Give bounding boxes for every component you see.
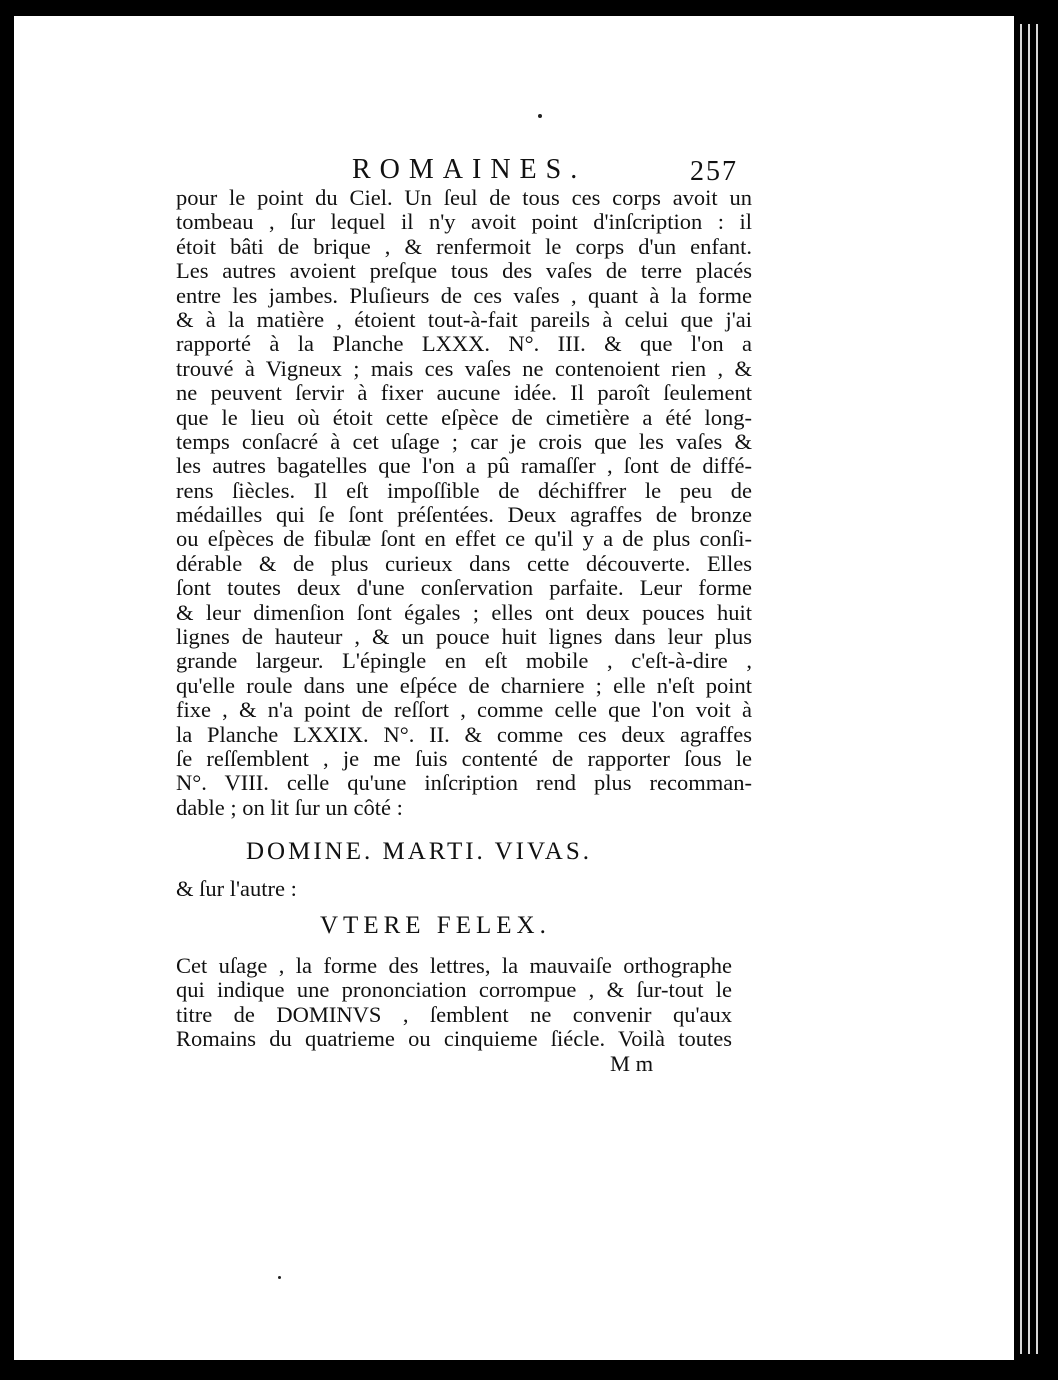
text-line: qui indique une prononciation corrompue , & ſur-tout le [176, 977, 732, 1003]
text-line: rapporté à la Planche LXXX. N°. III. & que l'on a [176, 331, 752, 357]
text-line: N°. VIII. celle qu'une inſcription rend plus recomman- [176, 770, 752, 796]
running-head: ROMAINES. [352, 154, 587, 185]
inscription-2: VTERE FELEX. [320, 912, 551, 939]
text-line: ſont toutes deux d'une conſervation parfaite. Leur forme [176, 575, 752, 601]
text-line: lignes de hauteur , & un pouce huit lignes dans leur plus [176, 624, 752, 650]
catchword: M m [610, 1051, 654, 1076]
text-line: que le lieu où étoit cette eſpèce de cimetière a été long- [176, 404, 752, 430]
text-line: & leur dimenſion ſont égales ; elles ont deux pouces huit [176, 599, 752, 625]
text-line: titre de DOMINVS , ſemblent ne convenir qu'aux [176, 1001, 732, 1027]
text-line: la Planche LXXIX. N°. II. & comme ces deux agraffes [176, 721, 752, 747]
text-line: dérable & de plus curieux dans cette découverte. Elles [176, 550, 752, 576]
text-line: rens ſiècles. Il eſt impoſſible de déchiffrer le peu de [176, 477, 752, 503]
text-line: ſe reſſemblent , je me ſuis contenté de rapporter ſous le [176, 745, 752, 771]
text-line: entre les jambes. Pluſieurs de ces vaſes , quant à la forme [176, 282, 752, 308]
page-number: 257 [690, 156, 738, 187]
page-edge-shadow [1014, 14, 1058, 1364]
text-line: qu'elle roule dans une eſpéce de charniere ; elle n'eſt point [176, 672, 752, 698]
text-line: ou eſpèces de fibulæ ſont en effet ce qu'il y a de plus conſi- [176, 526, 752, 552]
text-line: dable ; on lit ſur un côté : [176, 794, 403, 820]
ink-speck [538, 114, 542, 118]
page-edge-strip [1020, 24, 1022, 1354]
book-page [14, 16, 1014, 1360]
page-edge-strip [1036, 24, 1038, 1354]
text-line: grande largeur. L'épingle en eſt mobile , c'eſt-à-dire , [176, 648, 752, 674]
text-line: médailles qui ſe ſont préſentées. Deux agraffes de bronze [176, 502, 752, 528]
text-line: ne peuvent ſervir à fixer aucune idée. Il paroît ſeulement [176, 380, 752, 406]
text-line: Romains du quatrieme ou cinquieme ſiécle. Voilà toutes [176, 1026, 732, 1052]
text-line: trouvé à Vigneux ; mais ces vaſes ne contenoient rien , & [176, 355, 752, 381]
text-line: pour le point du Ciel. Un ſeul de tous ces corps avoit un [176, 185, 752, 210]
text-line: étoit bâti de brique , & renfermoit le corps d'un enfant. [176, 233, 752, 259]
body-paragraph-1 [176, 186, 752, 820]
text-line: tombeau , ſur lequel il n'y avoit point d'inſcription : il [176, 209, 752, 235]
text-line: les autres bagatelles que l'on a pû ramaſſer , ſont de diffé- [176, 453, 752, 479]
connector-line: & ſur l'autre : [176, 876, 297, 901]
text-line: Cet uſage , la forme des lettres, la mauvaiſe orthographe [176, 953, 732, 978]
ink-speck [278, 1276, 281, 1279]
text-line: temps conſacré à cet uſage ; car je crois que les vaſes & [176, 428, 752, 454]
body-paragraph-2 [176, 954, 732, 1052]
text-line: Les autres avoient preſque tous des vaſes de terre placés [176, 258, 752, 284]
text-line: fixe , & n'a point de reſſort , comme celle que l'on voit à [176, 697, 752, 723]
page-edge-strip [1028, 24, 1030, 1354]
text-line: & à la matière , étoient tout-à-fait pareils à celui que j'ai [176, 306, 752, 332]
inscription-1: DOMINE. MARTI. VIVAS. [246, 838, 593, 865]
